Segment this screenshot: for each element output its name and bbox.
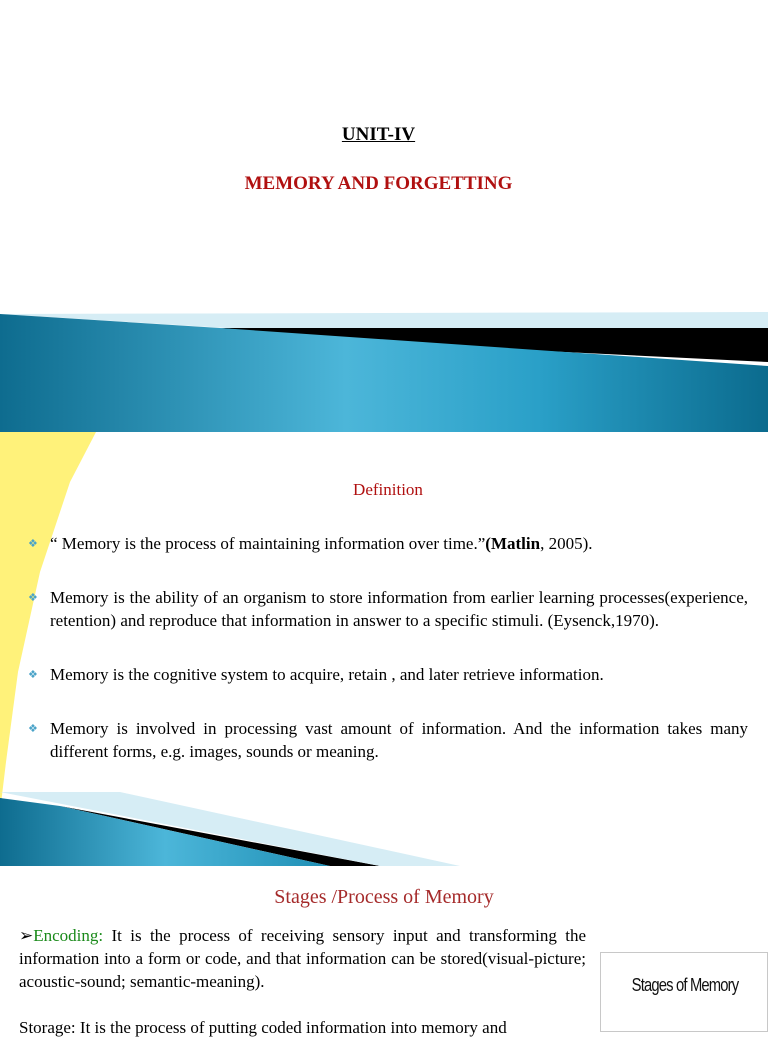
main-title: MEMORY AND FORGETTING [244,173,513,194]
diamond-bullet-icon: ❖ [28,723,38,735]
encoding-term: Encoding: [33,926,104,945]
encoding-paragraph: ➢Encoding: It is the process of receiving sensory input and transforming the information into a form or code, and that information can be stored(visual-picture; acoustic-sound; semantic-meaning). [19,926,586,991]
stages-of-memory-image [600,952,768,1032]
slide-band-decoration [0,0,768,432]
diamond-bullet-icon: ❖ [28,538,38,550]
list-item: ❖ “ Memory is the process of maintaining information over time.”(Matlin, 2005). [28,532,748,555]
diamond-bullet-icon: ❖ [28,669,38,681]
arrow-bullet-icon: ➢ [19,926,34,945]
slide-definition [0,432,768,866]
slide-title [0,0,768,432]
stages-heading: Stages /Process of Memory [274,886,494,908]
definition-list [28,532,748,763]
list-item: ❖ Memory is the ability of an organism to store information from earlier learning processes(experience, retention) and reproduce that information in answer to a specific stimuli. (Eysenck,1970). [28,588,748,630]
stages-image-label: Stages of Memory [631,975,739,995]
diamond-bullet-icon: ❖ [28,592,38,604]
definition-heading: Definition [353,480,423,499]
list-item: ❖ Memory is the cognitive system to acquire, retain , and later retrieve information. [28,663,748,686]
slide-stages [0,866,768,1037]
list-item: ❖ Memory is involved in processing vast amount of information. And the information takes many different forms, e.g. images, sounds or meaning. [28,719,748,761]
storage-paragraph: Storage: It is the process of putting coded information into memory and [19,1018,507,1037]
unit-title: UNIT-IV [341,124,416,145]
bottom-band-decoration [0,792,768,866]
